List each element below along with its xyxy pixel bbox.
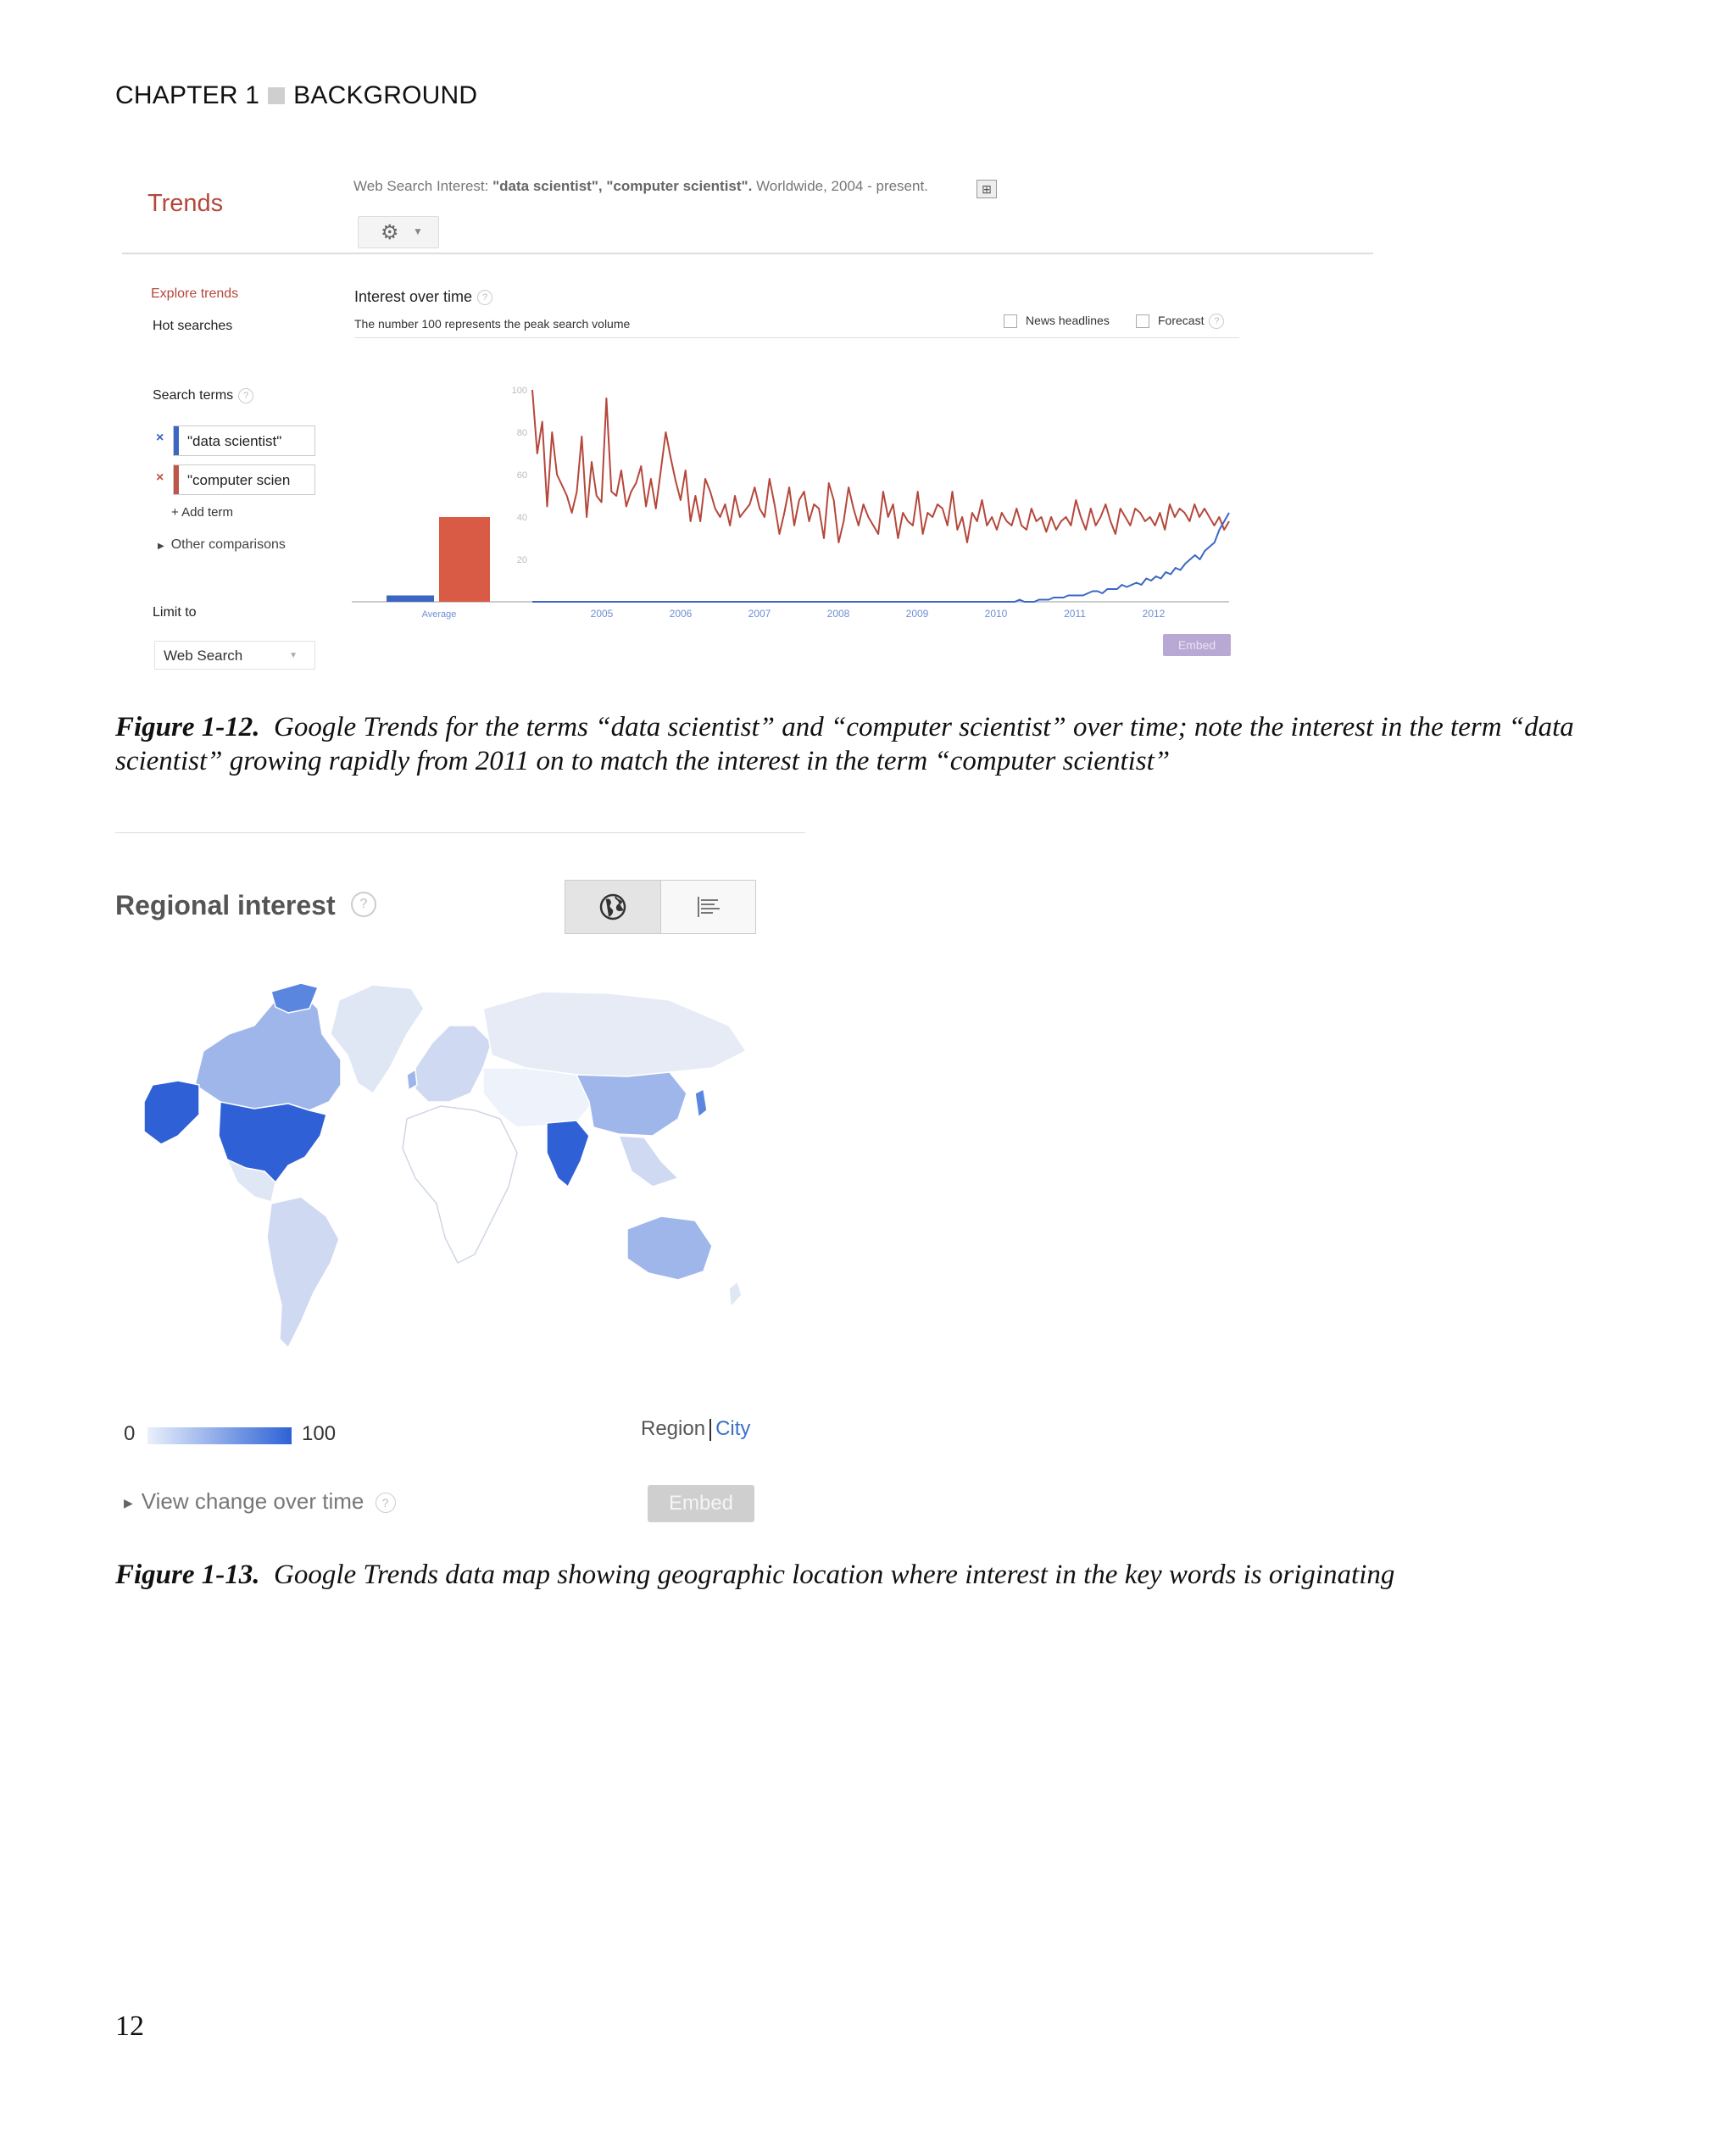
list-icon xyxy=(696,896,721,918)
japan xyxy=(695,1089,707,1117)
canada xyxy=(195,992,341,1110)
search-term-input[interactable] xyxy=(173,425,315,456)
caption-text: Google Trends for the terms “data scientist” and “computer scientist” over time; note the interest in the term “data scientist” growing rapidly from 2011 on to match the interest in the term “computer scientist” xyxy=(115,712,1574,776)
page-number: 12 xyxy=(115,2010,144,2042)
chapter-label: CHAPTER 1 xyxy=(115,81,260,109)
remove-term-icon[interactable]: × xyxy=(156,470,164,485)
term-color-bar xyxy=(174,426,179,455)
figure-label: Figure 1-13. xyxy=(115,1560,260,1590)
interest-subtitle: The number 100 represents the peak search volume xyxy=(354,317,631,331)
term-label: "data scientist" xyxy=(187,433,282,449)
russia xyxy=(483,992,746,1076)
china xyxy=(576,1072,687,1136)
add-term-link[interactable]: + Add term xyxy=(171,505,233,520)
forecast-checkbox[interactable] xyxy=(1136,314,1224,329)
search-terms-label xyxy=(153,388,253,403)
gear-icon: ⚙ xyxy=(381,221,399,244)
region-city-toggle xyxy=(641,1417,750,1441)
triangle-right-icon: ▶ xyxy=(158,542,164,551)
settings-button[interactable] xyxy=(358,216,439,248)
figure-caption xyxy=(115,710,1641,778)
section-label: BACKGROUND xyxy=(293,81,478,109)
figure-caption xyxy=(115,1558,1641,1592)
divider xyxy=(354,337,1239,338)
legend-min: 0 xyxy=(124,1422,136,1445)
term-label: "computer scien xyxy=(187,472,291,488)
y-tick-label: 60 xyxy=(516,470,527,481)
india xyxy=(547,1121,589,1187)
help-icon[interactable]: ? xyxy=(376,1493,396,1513)
help-icon[interactable]: ? xyxy=(238,388,253,403)
news-headlines-checkbox[interactable] xyxy=(1004,314,1110,328)
checkbox-icon[interactable] xyxy=(1004,314,1017,328)
title-prefix: Web Search Interest: xyxy=(353,178,489,194)
x-tick-label: 2006 xyxy=(669,608,693,620)
forecast-label: Forecast xyxy=(1158,314,1205,327)
average-bar xyxy=(387,596,434,603)
limit-to-label: Limit to xyxy=(153,605,197,620)
chevron-down-icon: ▼ xyxy=(289,651,298,660)
series-line xyxy=(532,390,1229,542)
figure-label: Figure 1-12. xyxy=(115,712,260,742)
new-zealand xyxy=(729,1282,742,1307)
australia xyxy=(627,1216,712,1280)
help-icon[interactable]: ? xyxy=(477,290,492,305)
view-change-text: View change over time xyxy=(141,1488,364,1514)
south-america xyxy=(267,1197,339,1348)
y-tick-label: 20 xyxy=(516,555,527,565)
series-line xyxy=(532,513,1229,602)
chevron-down-icon: ▼ xyxy=(413,225,423,237)
legend-gradient xyxy=(147,1427,292,1444)
term-color-bar xyxy=(174,465,179,494)
legend-max: 100 xyxy=(302,1422,337,1445)
x-tick-label: 2012 xyxy=(1142,608,1166,620)
interest-over-time-title xyxy=(354,288,492,306)
explore-trends-link[interactable]: Explore trends xyxy=(151,286,239,301)
x-tick-label: 2007 xyxy=(748,608,771,620)
divider xyxy=(122,253,1373,254)
x-tick-label: 2005 xyxy=(590,608,614,620)
view-toggle xyxy=(565,880,756,934)
view-change-link[interactable] xyxy=(124,1488,396,1515)
city-link[interactable]: City xyxy=(715,1417,751,1440)
embed-button[interactable]: Embed xyxy=(1163,634,1231,656)
running-header xyxy=(115,81,477,110)
trends-logo[interactable]: Trends xyxy=(147,190,224,217)
share-icon[interactable]: ⊞ xyxy=(976,180,997,198)
divider xyxy=(115,832,805,833)
search-term-input[interactable] xyxy=(173,464,315,495)
title-suffix: Worldwide, 2004 - present. xyxy=(756,178,928,194)
list-view-button[interactable] xyxy=(661,881,755,933)
other-comparisons-link[interactable] xyxy=(158,537,286,553)
average-bar xyxy=(439,517,490,602)
y-tick-label: 80 xyxy=(516,428,527,438)
header-separator xyxy=(268,87,285,104)
x-tick-label: 2008 xyxy=(826,608,850,620)
triangle-right-icon: ▶ xyxy=(124,1495,133,1510)
alaska xyxy=(144,1081,199,1144)
title-terms: "data scientist", "computer scientist". xyxy=(492,178,753,194)
y-tick-label: 100 xyxy=(511,386,527,396)
search-terms-text: Search terms xyxy=(153,388,234,403)
map-view-button[interactable] xyxy=(565,881,661,933)
hot-searches-link[interactable]: Hot searches xyxy=(153,319,233,333)
x-tick-label: 2010 xyxy=(984,608,1008,620)
globe-icon xyxy=(599,893,626,920)
africa xyxy=(403,1106,517,1263)
interest-title-text: Interest over time xyxy=(354,288,473,305)
average-label: Average xyxy=(421,609,457,620)
europe xyxy=(415,1026,492,1102)
x-tick-label: 2011 xyxy=(1064,608,1086,620)
southeast-asia xyxy=(619,1136,678,1187)
web-search-value: Web Search xyxy=(164,648,243,664)
interest-chart xyxy=(348,373,1246,627)
help-icon[interactable]: ? xyxy=(1209,314,1224,329)
x-tick-label: 2009 xyxy=(905,608,929,620)
web-search-title xyxy=(353,178,928,195)
world-map xyxy=(119,975,763,1399)
help-icon[interactable]: ? xyxy=(351,892,376,917)
y-tick-label: 40 xyxy=(516,513,527,523)
separator xyxy=(709,1419,711,1441)
caption-text: Google Trends data map showing geographic location where interest in the key words is originating xyxy=(274,1560,1395,1590)
news-headlines-label: News headlines xyxy=(1026,314,1110,327)
other-comparisons-text: Other comparisons xyxy=(170,537,286,552)
remove-term-icon[interactable]: × xyxy=(156,431,164,445)
region-link[interactable]: Region xyxy=(641,1417,706,1440)
checkbox-icon[interactable] xyxy=(1136,314,1149,328)
embed-button[interactable]: Embed xyxy=(648,1485,754,1522)
web-search-select[interactable] xyxy=(154,641,315,670)
regional-interest-title: Regional interest xyxy=(115,890,336,920)
